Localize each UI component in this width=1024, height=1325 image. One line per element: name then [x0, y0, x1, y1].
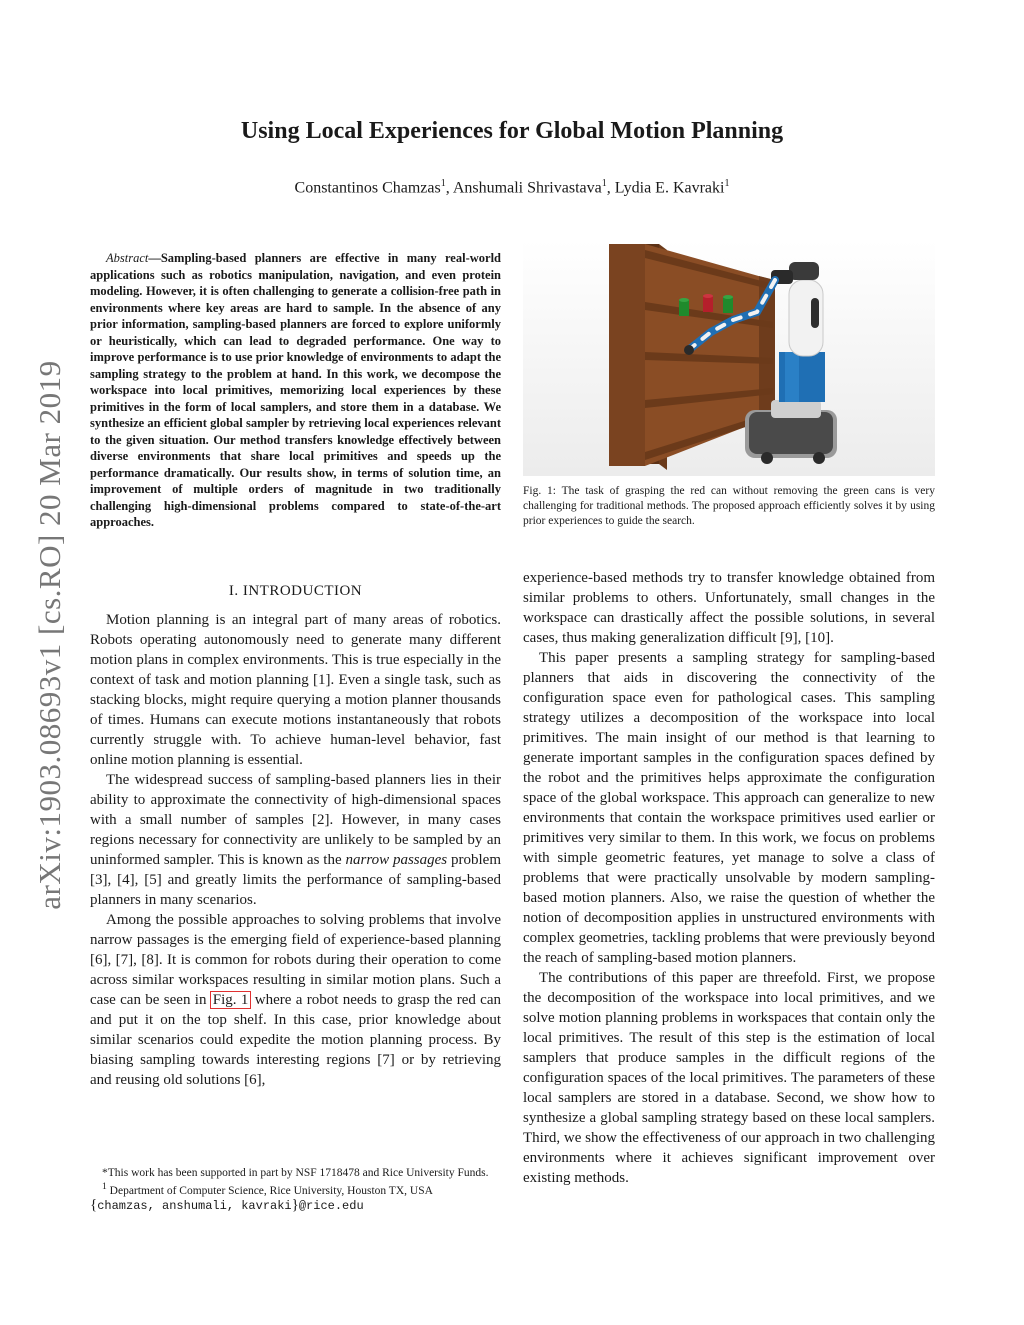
author-name: Constantinos Chamzas: [294, 179, 441, 197]
abstract-label: Abstract: [106, 251, 149, 265]
author-name: Anshumali Shrivastava: [452, 179, 602, 197]
introduction-body: [90, 610, 501, 1090]
author-name: Lydia E. Kavraki: [614, 179, 725, 197]
right-column-body: [523, 568, 935, 1188]
affiliation-mark: 1: [440, 178, 446, 189]
arxiv-identifier: arXiv:1903.08693v1 [cs.RO] 20 Mar 2019: [32, 360, 67, 910]
figure-reference-link[interactable]: Fig. 1: [212, 992, 249, 1008]
author-list: Constantinos Chamzas$^1$, Anshumali Shrivastava$^1$, Lydia E. Kavraki$^1$: [294, 178, 730, 197]
intro-paragraph-1: Motion planning is an integral part of many areas of robotics. Robots operating autonomously need to generate many different motion plans in complex environments. This is true especially in the context of task and motion planning [1]. Even a single task, such as stacking blocks, might require querying a motion planner thousands of times. Humans can execute motions instantaneously that robots currently struggle with. To achieve human-level behavior, fast online motion planning is essential.: [90, 612, 501, 768]
affiliation-mark: 1: [724, 178, 730, 189]
right-paragraph-3: The contributions of this paper are threefold. First, we propose the decomposition of the workspace into local primitives, and we solve motion planning problems in workspaces that contain only the local primitives. The result of this step is the estimation of local samplers that produce samples in the difficult regions of the configuration spaces of the local primitives. The parameters of these local samplers are stored in a database. Second, we show how to synthesize a global sampling strategy based on these local samplers. Third, we show the effectiveness of our approach in two challenging environments where it achieves significant improvement over existing methods.: [523, 970, 935, 1186]
section-heading-introduction: I. INTRODUCTION: [228, 583, 363, 599]
emphasis-term: narrow passages: [345, 852, 448, 868]
footnotes: [90, 1166, 501, 1213]
email-addresses: {chamzas, anshumali, kavraki}@rice.edu: [90, 1196, 364, 1213]
abstract: [90, 250, 501, 531]
affiliation-footnote: $^1$ Department of Computer Science, Rice University, Houston TX, USA: [102, 1181, 433, 1197]
figure-caption: Fig. 1: The task of grasping the red can without removing the green cans is very challenging for traditional methods. The proposed approach efficiently solves it by using prior experiences to guide the search.: [523, 485, 935, 527]
abstract-dash: —: [148, 251, 161, 265]
right-paragraph-1: experience-based methods try to transfer knowledge obtained from similar problems to others. Unfortunately, small changes in the workspace can drastically affect the possible solutions, in several cases, thus making generalization difficult [9], [10].: [523, 570, 935, 646]
intro-paragraph-2: The widespread success of sampling-based planners lies in their ability to approximate the connectivity of high-dimensional spaces with a small number of samples [2]. However, in many cases regions necessary for connectivity are unlikely to be sampled by an uninformed sampler. This is known as the narrow passages problem [3], [4], [5] and greatly limits the performance of sampling-based planners in many scenarios.: [90, 772, 501, 908]
abstract-text: Sampling-based planners are effective in many real-world applications such as robotics manipulation, navigation, and even protein modeling. However, it is often challenging to generate a collision-free path in environments where key areas are hard to sample. In the absence of any prior information, sampling-based planners are forced to explore uniformly or heuristically, which can lead to degraded performance. One way to improve performance is to use prior knowledge of environments to adapt the sampling strategy to the problem at hand. In this work, we decompose the workspace into local primitives, memorizing local experiences by these primitives in the form of local samplers, and store them in a database. We synthesize an efficient global sampler by retrieving local experiences relevant to the given situation. Our method transfers knowledge effectively between diverse environments that share local primitives and speeds up the performance dramatically. Our results show, in terms of solution time, an improvement of multiple orders of magnitude in two traditionally challenging high-dimensional problems compared to state-of-the-art approaches.: [90, 251, 501, 529]
paper-title: Using Local Experiences for Global Motion Planning: [240, 118, 784, 144]
funding-footnote: *This work has been supported in part by NSF 1718478 and Rice University Funds.: [102, 1167, 489, 1179]
right-paragraph-2: This paper presents a sampling strategy for sampling-based planners that aids in discovering the connectivity of the configuration space even for pathological cases. This sampling strategy utilizes a decomposition of the workspace into local primitives. The main insight of our method is that learning to generate important samples in the configuration spaces defined by the robot and the primitives helps approximate the configuration space of the global workspace. This approach can generalize to new environments that contain the workspace primitives used earlier or primitives very similar to them. In this work, we focus on problems with simple geometric features, yet manage to solve a class of problems that were practically unsolvable by modern sampling-based motion planners. Also, we raise the question of whether the notion of decomposition applies in unstructured environments with complex geometries, tackling problems that were previously beyond the reach of sampling-based motion planners.: [523, 650, 935, 966]
affiliation-mark: 1: [601, 178, 607, 189]
intro-paragraph-3: Among the possible approaches to solving problems that involve narrow passages is the emerging field of experience-based planning [6], [7], [8]. It is common for robots during their operation to come across similar workspaces resulting in similar motion plans. Such a case can be seen in Fig. 1 where a robot needs to grasp the red can and put it on the top shelf. In this case, prior knowledge about similar scenarios could expedite the motion planning process. By biasing sampling towards interesting regions [7] or by retrieving and reusing old solutions [6],: [90, 912, 502, 1088]
figure-robot-shelf-image: [523, 240, 935, 476]
